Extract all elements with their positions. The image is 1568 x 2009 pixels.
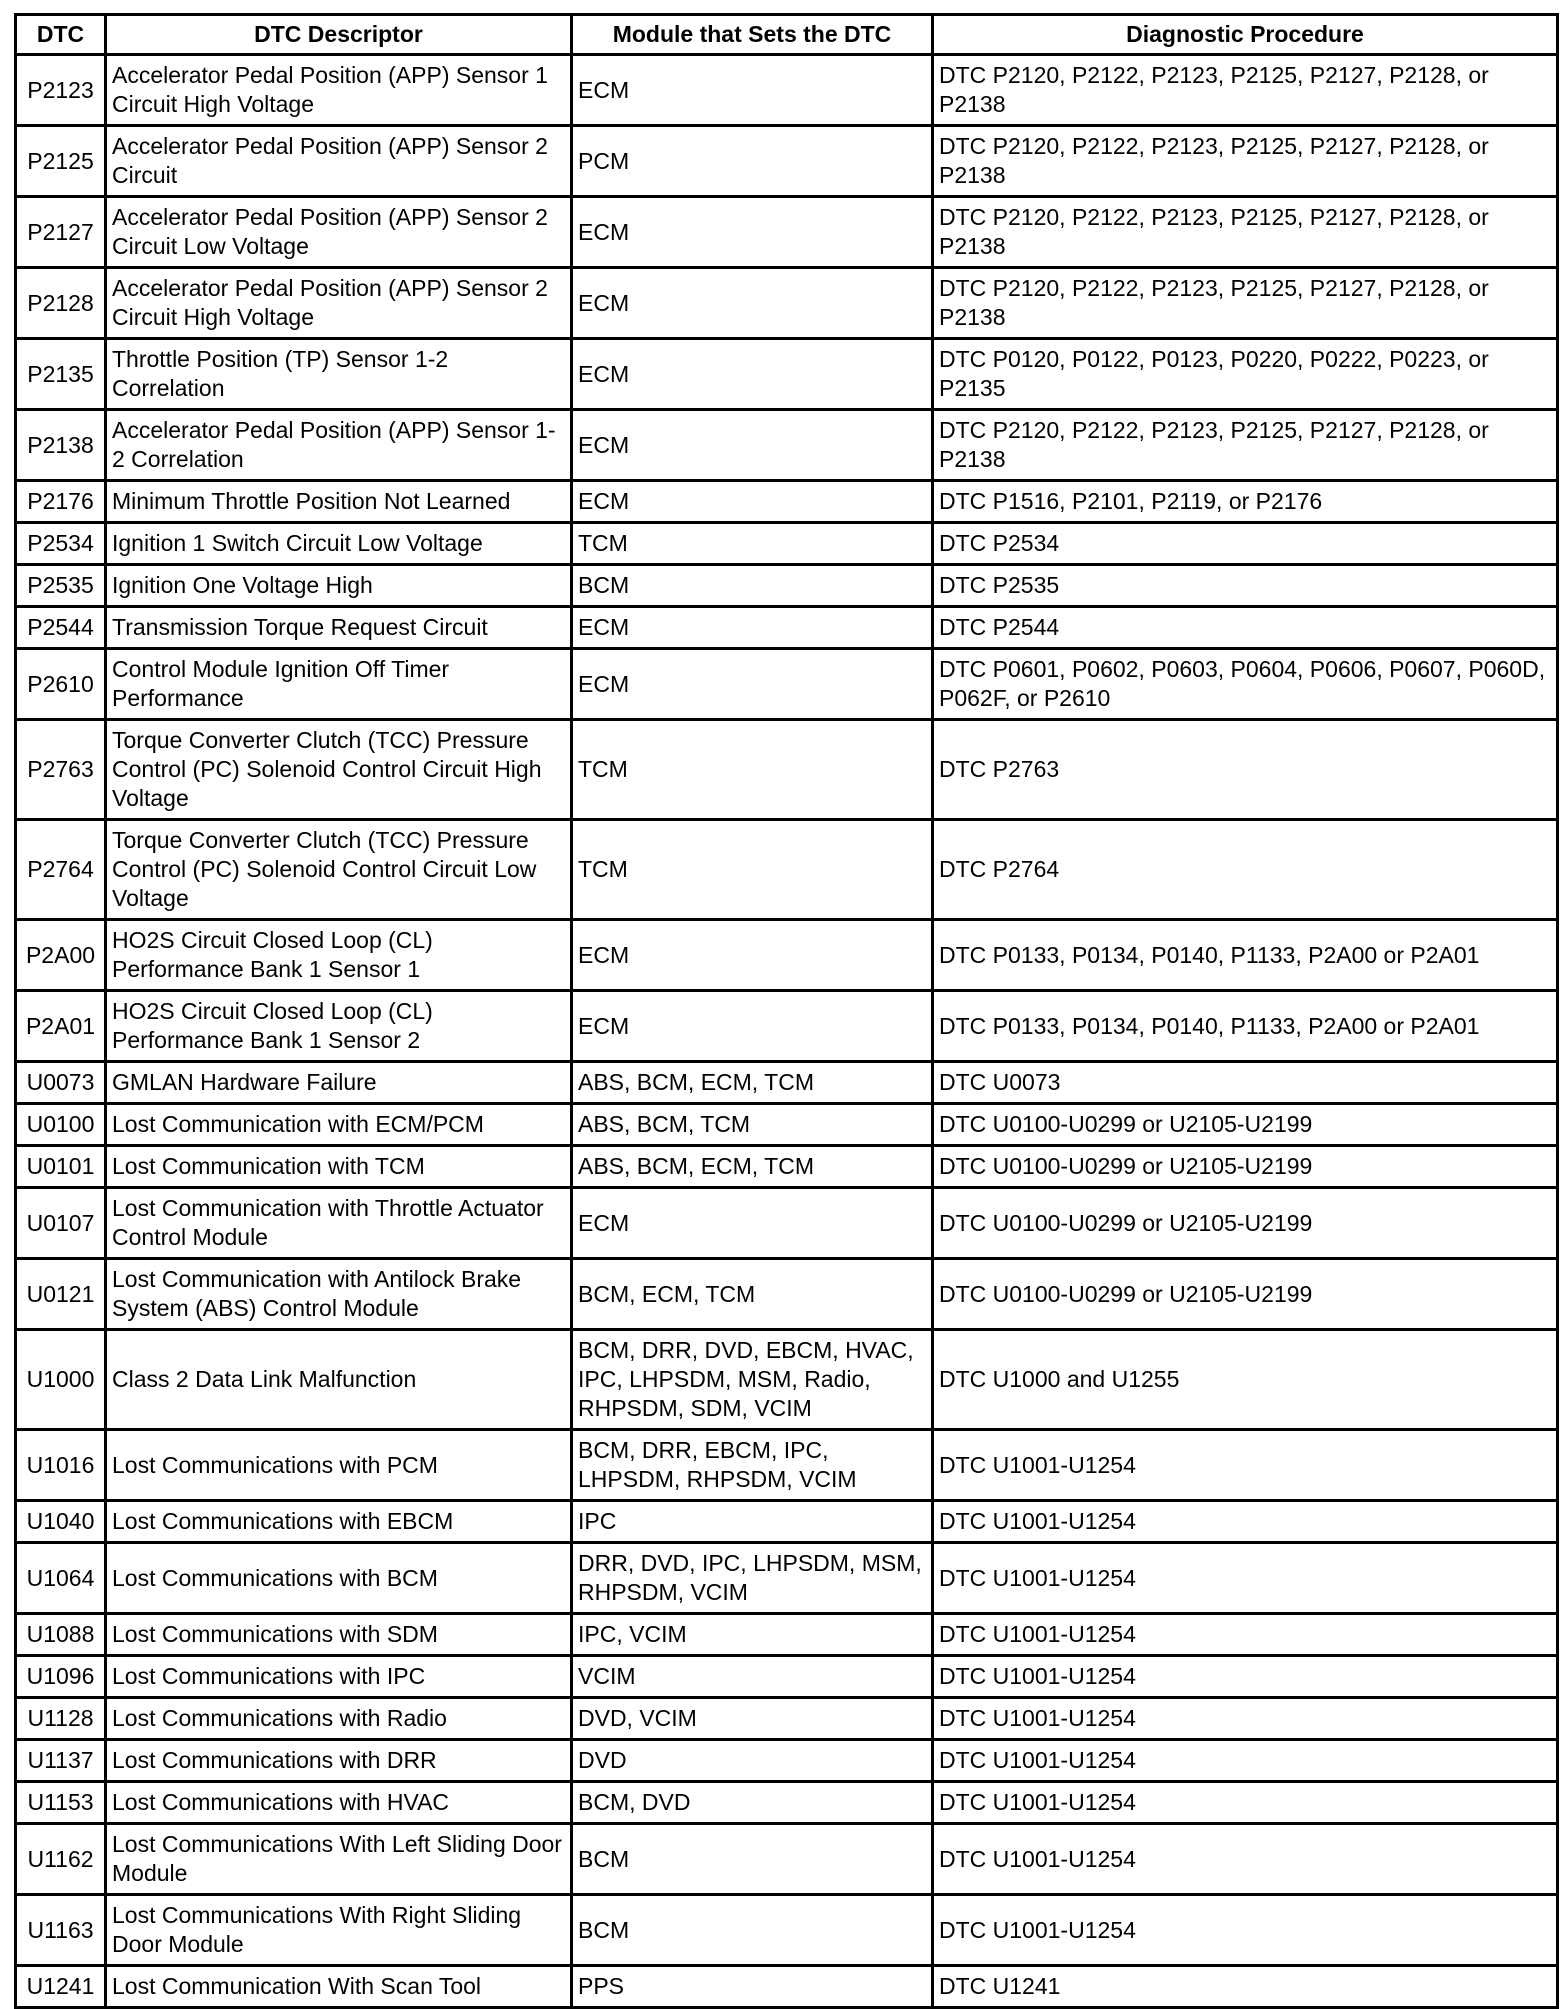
cell-module: ECM	[572, 649, 933, 720]
cell-dtc: U1040	[16, 1501, 106, 1543]
cell-module: PPS	[572, 1966, 933, 2008]
dtc-table	[14, 13, 1559, 2009]
cell-descriptor: Lost Communications with SDM	[106, 1614, 572, 1656]
cell-procedure: DTC U1001-U1254	[933, 1430, 1558, 1501]
cell-module: BCM, DRR, EBCM, IPC, LHPSDM, RHPSDM, VCIM	[572, 1430, 933, 1501]
cell-descriptor: Lost Communication with Antilock Brake System (ABS) Control Module	[106, 1259, 572, 1330]
cell-procedure: DTC P2120, P2122, P2123, P2125, P2127, P2128, or P2138	[933, 126, 1558, 197]
cell-procedure: DTC U1001-U1254	[933, 1501, 1558, 1543]
cell-module: ABS, BCM, TCM	[572, 1104, 933, 1146]
table-row	[16, 1656, 1558, 1698]
cell-descriptor: Lost Communication with Throttle Actuator Control Module	[106, 1188, 572, 1259]
cell-procedure: DTC P2764	[933, 820, 1558, 920]
cell-module: ECM	[572, 1188, 933, 1259]
cell-module: IPC	[572, 1501, 933, 1543]
cell-descriptor: Ignition One Voltage High	[106, 565, 572, 607]
cell-dtc: U0107	[16, 1188, 106, 1259]
table-row	[16, 820, 1558, 920]
cell-descriptor: Lost Communications with PCM	[106, 1430, 572, 1501]
cell-dtc: P2123	[16, 55, 106, 126]
table-row	[16, 126, 1558, 197]
cell-dtc: P2125	[16, 126, 106, 197]
cell-procedure: DTC U0100-U0299 or U2105-U2199	[933, 1188, 1558, 1259]
cell-procedure: DTC U1001-U1254	[933, 1895, 1558, 1966]
cell-descriptor: Torque Converter Clutch (TCC) Pressure Control (PC) Solenoid Control Circuit High Voltage	[106, 720, 572, 820]
cell-module: ECM	[572, 339, 933, 410]
cell-descriptor: Throttle Position (TP) Sensor 1-2 Correlation	[106, 339, 572, 410]
cell-procedure: DTC P0133, P0134, P0140, P1133, P2A00 or P2A01	[933, 991, 1558, 1062]
cell-descriptor: Lost Communication with ECM/PCM	[106, 1104, 572, 1146]
cell-procedure: DTC P2534	[933, 523, 1558, 565]
cell-dtc: U1241	[16, 1966, 106, 2008]
cell-procedure: DTC U1241	[933, 1966, 1558, 2008]
cell-descriptor: Ignition 1 Switch Circuit Low Voltage	[106, 523, 572, 565]
table-row	[16, 410, 1558, 481]
cell-dtc: P2135	[16, 339, 106, 410]
table-row	[16, 523, 1558, 565]
table-row	[16, 481, 1558, 523]
table-row	[16, 1062, 1558, 1104]
cell-module: ECM	[572, 920, 933, 991]
cell-descriptor: Lost Communications with EBCM	[106, 1501, 572, 1543]
cell-dtc: P2535	[16, 565, 106, 607]
cell-procedure: DTC P0120, P0122, P0123, P0220, P0222, P0223, or P2135	[933, 339, 1558, 410]
cell-module: IPC, VCIM	[572, 1614, 933, 1656]
cell-module: BCM, DVD	[572, 1782, 933, 1824]
cell-procedure: DTC P0133, P0134, P0140, P1133, P2A00 or P2A01	[933, 920, 1558, 991]
table-header-row	[16, 15, 1558, 55]
cell-procedure: DTC U1001-U1254	[933, 1698, 1558, 1740]
cell-procedure: DTC P0601, P0602, P0603, P0604, P0606, P0607, P060D, P062F, or P2610	[933, 649, 1558, 720]
cell-procedure: DTC U1001-U1254	[933, 1543, 1558, 1614]
cell-module: PCM	[572, 126, 933, 197]
cell-descriptor: Lost Communications with HVAC	[106, 1782, 572, 1824]
cell-descriptor: Lost Communications With Right Sliding Door Module	[106, 1895, 572, 1966]
cell-module: TCM	[572, 523, 933, 565]
cell-dtc: U1088	[16, 1614, 106, 1656]
table-row	[16, 649, 1558, 720]
cell-dtc: P2127	[16, 197, 106, 268]
table-row	[16, 1824, 1558, 1895]
cell-descriptor: Lost Communications with Radio	[106, 1698, 572, 1740]
cell-module: BCM	[572, 565, 933, 607]
cell-dtc: U0121	[16, 1259, 106, 1330]
table-row	[16, 607, 1558, 649]
cell-module: DVD	[572, 1740, 933, 1782]
cell-descriptor: HO2S Circuit Closed Loop (CL) Performance Bank 1 Sensor 2	[106, 991, 572, 1062]
cell-module: ECM	[572, 55, 933, 126]
cell-dtc: U1096	[16, 1656, 106, 1698]
cell-dtc: U1153	[16, 1782, 106, 1824]
table-body	[16, 55, 1558, 2008]
table-row	[16, 1740, 1558, 1782]
cell-descriptor: Accelerator Pedal Position (APP) Sensor 2 Circuit	[106, 126, 572, 197]
cell-dtc: U0073	[16, 1062, 106, 1104]
cell-dtc: P2128	[16, 268, 106, 339]
cell-descriptor: Lost Communications with BCM	[106, 1543, 572, 1614]
cell-module: DVD, VCIM	[572, 1698, 933, 1740]
cell-module: ECM	[572, 410, 933, 481]
cell-procedure: DTC U0100-U0299 or U2105-U2199	[933, 1259, 1558, 1330]
cell-procedure: DTC P2544	[933, 607, 1558, 649]
cell-descriptor: Lost Communication with TCM	[106, 1146, 572, 1188]
cell-dtc: U1163	[16, 1895, 106, 1966]
cell-module: ECM	[572, 481, 933, 523]
cell-procedure: DTC U0073	[933, 1062, 1558, 1104]
cell-module: ECM	[572, 607, 933, 649]
table-row	[16, 1188, 1558, 1259]
cell-module: BCM, ECM, TCM	[572, 1259, 933, 1330]
table-row	[16, 991, 1558, 1062]
cell-procedure: DTC U1001-U1254	[933, 1782, 1558, 1824]
cell-module: BCM, DRR, DVD, EBCM, HVAC, IPC, LHPSDM, MSM, Radio, RHPSDM, SDM, VCIM	[572, 1330, 933, 1430]
cell-procedure: DTC P2120, P2122, P2123, P2125, P2127, P2128, or P2138	[933, 268, 1558, 339]
cell-module: VCIM	[572, 1656, 933, 1698]
cell-descriptor: Accelerator Pedal Position (APP) Sensor 2 Circuit Low Voltage	[106, 197, 572, 268]
table-row	[16, 339, 1558, 410]
table-row	[16, 1259, 1558, 1330]
cell-descriptor: Lost Communications with IPC	[106, 1656, 572, 1698]
cell-module: ECM	[572, 197, 933, 268]
table-row	[16, 268, 1558, 339]
cell-module: BCM	[572, 1895, 933, 1966]
cell-dtc: P2764	[16, 820, 106, 920]
cell-procedure: DTC U1001-U1254	[933, 1824, 1558, 1895]
cell-dtc: P2A00	[16, 920, 106, 991]
cell-procedure: DTC U1001-U1254	[933, 1614, 1558, 1656]
cell-descriptor: Accelerator Pedal Position (APP) Sensor 1 Circuit High Voltage	[106, 55, 572, 126]
cell-descriptor: Lost Communications With Left Sliding Door Module	[106, 1824, 572, 1895]
cell-procedure: DTC U1000 and U1255	[933, 1330, 1558, 1430]
cell-descriptor: GMLAN Hardware Failure	[106, 1062, 572, 1104]
cell-dtc: P2138	[16, 410, 106, 481]
table-row	[16, 720, 1558, 820]
cell-descriptor: Transmission Torque Request Circuit	[106, 607, 572, 649]
cell-descriptor: Accelerator Pedal Position (APP) Sensor 2 Circuit High Voltage	[106, 268, 572, 339]
table-row	[16, 565, 1558, 607]
cell-procedure: DTC U1001-U1254	[933, 1656, 1558, 1698]
cell-module: ECM	[572, 268, 933, 339]
cell-module: TCM	[572, 820, 933, 920]
cell-procedure: DTC P2120, P2122, P2123, P2125, P2127, P2128, or P2138	[933, 55, 1558, 126]
cell-module: BCM	[572, 1824, 933, 1895]
header-dtc: DTC	[16, 15, 106, 55]
table-row	[16, 1501, 1558, 1543]
cell-descriptor: Lost Communication With Scan Tool	[106, 1966, 572, 2008]
cell-descriptor: Lost Communications with DRR	[106, 1740, 572, 1782]
header-module: Module that Sets the DTC	[572, 15, 933, 55]
cell-procedure: DTC U0100-U0299 or U2105-U2199	[933, 1104, 1558, 1146]
cell-dtc: U1137	[16, 1740, 106, 1782]
table-row	[16, 1698, 1558, 1740]
table-row	[16, 1782, 1558, 1824]
cell-dtc: U0101	[16, 1146, 106, 1188]
cell-procedure: DTC P2535	[933, 565, 1558, 607]
cell-procedure: DTC P2120, P2122, P2123, P2125, P2127, P2128, or P2138	[933, 410, 1558, 481]
cell-descriptor: Minimum Throttle Position Not Learned	[106, 481, 572, 523]
cell-dtc: P2176	[16, 481, 106, 523]
cell-procedure: DTC P2763	[933, 720, 1558, 820]
cell-procedure: DTC U1001-U1254	[933, 1740, 1558, 1782]
cell-module: ABS, BCM, ECM, TCM	[572, 1062, 933, 1104]
header-procedure: Diagnostic Procedure	[933, 15, 1558, 55]
cell-descriptor: Accelerator Pedal Position (APP) Sensor 1-2 Correlation	[106, 410, 572, 481]
table-row	[16, 55, 1558, 126]
cell-dtc: P2544	[16, 607, 106, 649]
cell-descriptor: Torque Converter Clutch (TCC) Pressure Control (PC) Solenoid Control Circuit Low Voltage	[106, 820, 572, 920]
cell-descriptor: Class 2 Data Link Malfunction	[106, 1330, 572, 1430]
cell-dtc: U1128	[16, 1698, 106, 1740]
cell-module: ABS, BCM, ECM, TCM	[572, 1146, 933, 1188]
cell-descriptor: Control Module Ignition Off Timer Performance	[106, 649, 572, 720]
table-row	[16, 1895, 1558, 1966]
table-row	[16, 1430, 1558, 1501]
cell-module: ECM	[572, 991, 933, 1062]
table-row	[16, 1614, 1558, 1656]
table-row	[16, 920, 1558, 991]
cell-dtc: P2763	[16, 720, 106, 820]
cell-dtc: U1000	[16, 1330, 106, 1430]
cell-descriptor: HO2S Circuit Closed Loop (CL) Performance Bank 1 Sensor 1	[106, 920, 572, 991]
cell-dtc: U1016	[16, 1430, 106, 1501]
table-row	[16, 1330, 1558, 1430]
cell-dtc: P2A01	[16, 991, 106, 1062]
table-row	[16, 1966, 1558, 2008]
cell-dtc: U1064	[16, 1543, 106, 1614]
cell-procedure: DTC U0100-U0299 or U2105-U2199	[933, 1146, 1558, 1188]
table-row	[16, 197, 1558, 268]
cell-dtc: U1162	[16, 1824, 106, 1895]
cell-dtc: U0100	[16, 1104, 106, 1146]
cell-module: DRR, DVD, IPC, LHPSDM, MSM, RHPSDM, VCIM	[572, 1543, 933, 1614]
table-row	[16, 1146, 1558, 1188]
table-row	[16, 1104, 1558, 1146]
table-row	[16, 1543, 1558, 1614]
cell-dtc: P2610	[16, 649, 106, 720]
header-descriptor: DTC Descriptor	[106, 15, 572, 55]
cell-module: TCM	[572, 720, 933, 820]
cell-procedure: DTC P1516, P2101, P2119, or P2176	[933, 481, 1558, 523]
cell-procedure: DTC P2120, P2122, P2123, P2125, P2127, P2128, or P2138	[933, 197, 1558, 268]
cell-dtc: P2534	[16, 523, 106, 565]
